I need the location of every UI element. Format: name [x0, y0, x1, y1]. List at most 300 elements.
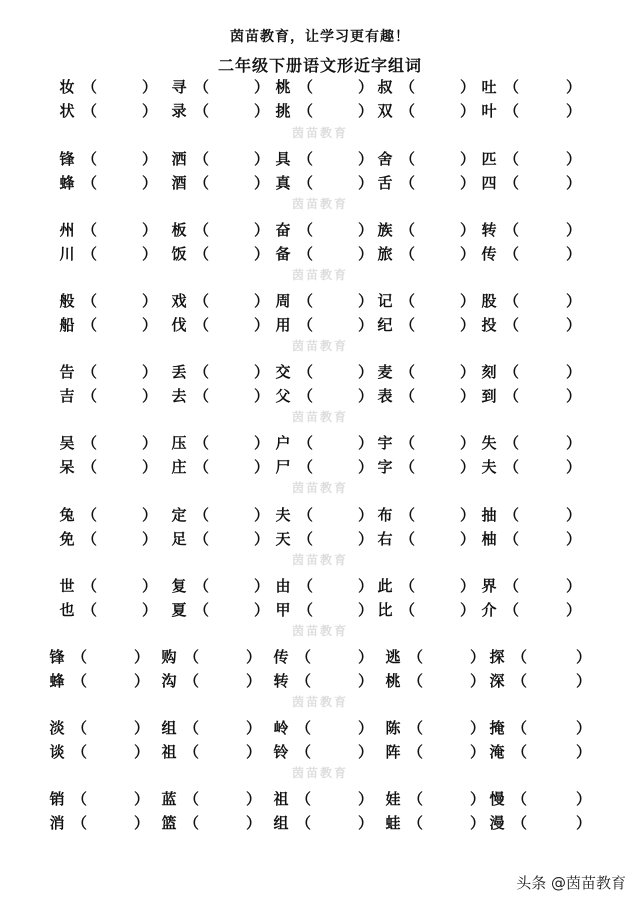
word-blank[interactable] [58, 455, 158, 479]
word-blank[interactable] [480, 147, 582, 171]
word-group [0, 289, 640, 337]
word-blank[interactable] [58, 598, 158, 622]
close-paren: ） [254, 506, 270, 524]
close-paren: ） [576, 790, 592, 808]
word-blank[interactable] [376, 431, 476, 455]
open-paren: （ [400, 577, 416, 595]
close-paren: ） [142, 150, 158, 168]
close-paren: ） [254, 530, 270, 548]
character: 桃 [275, 78, 291, 96]
character: 失 [481, 434, 497, 452]
word-blank[interactable] [272, 740, 374, 764]
word-blank[interactable] [58, 147, 158, 171]
open-paren: （ [184, 719, 200, 737]
character: 备 [275, 245, 291, 263]
word-blank[interactable] [376, 455, 476, 479]
word-blank[interactable] [376, 360, 476, 384]
word-blank[interactable] [488, 787, 592, 811]
watermark: 茵苗教育 [291, 197, 348, 211]
close-paren: ） [358, 434, 374, 452]
open-paren: （ [194, 78, 210, 96]
open-paren: （ [504, 245, 520, 263]
open-paren: （ [296, 672, 312, 690]
word-blank[interactable] [480, 171, 582, 195]
word-blank[interactable] [488, 740, 592, 764]
character: 具 [275, 150, 291, 168]
open-paren: （ [298, 458, 314, 476]
close-paren: ） [358, 814, 374, 832]
character: 父 [275, 387, 291, 405]
character: 介 [481, 601, 497, 619]
character: 逃 [385, 648, 401, 666]
word-blank[interactable] [170, 384, 270, 408]
open-paren: （ [184, 672, 200, 690]
close-paren: ） [142, 506, 158, 524]
word-row [0, 75, 640, 99]
character: 纪 [377, 316, 393, 334]
close-paren: ） [358, 150, 374, 168]
close-paren: ） [460, 530, 476, 548]
close-paren: ） [358, 719, 374, 737]
open-paren: （ [298, 363, 314, 381]
close-paren: ） [566, 292, 582, 310]
open-paren: （ [298, 577, 314, 595]
character: 祖 [273, 790, 289, 808]
word-blank[interactable] [274, 313, 374, 337]
word-blank[interactable] [58, 313, 158, 337]
word-row [0, 384, 640, 408]
word-blank[interactable] [376, 242, 476, 266]
open-paren: （ [504, 78, 520, 96]
character: 吴 [59, 434, 75, 452]
close-paren: ） [576, 672, 592, 690]
character: 兔 [59, 506, 75, 524]
open-paren: （ [296, 648, 312, 666]
word-blank[interactable] [170, 147, 270, 171]
word-blank[interactable] [274, 99, 374, 123]
word-blank[interactable] [480, 360, 582, 384]
word-blank[interactable] [480, 455, 582, 479]
character: 布 [377, 506, 393, 524]
word-blank[interactable] [480, 503, 582, 527]
close-paren: ） [566, 506, 582, 524]
open-paren: （ [82, 221, 98, 239]
character: 也 [59, 601, 75, 619]
open-paren: （ [400, 530, 416, 548]
open-paren: （ [82, 245, 98, 263]
character: 甲 [275, 601, 291, 619]
character: 去 [171, 387, 187, 405]
close-paren: ） [142, 530, 158, 548]
character: 交 [275, 363, 291, 381]
close-paren: ） [254, 458, 270, 476]
open-paren: （ [504, 363, 520, 381]
word-blank[interactable] [376, 503, 476, 527]
word-blank[interactable] [376, 99, 476, 123]
word-blank[interactable] [488, 669, 592, 693]
character: 组 [273, 814, 289, 832]
close-paren: ） [358, 387, 374, 405]
word-blank[interactable] [376, 147, 476, 171]
word-blank[interactable] [170, 99, 270, 123]
word-blank[interactable] [384, 811, 486, 835]
close-paren: ） [246, 743, 262, 761]
close-paren: ） [460, 221, 476, 239]
character: 足 [171, 530, 187, 548]
word-blank[interactable] [488, 811, 592, 835]
word-blank[interactable] [376, 384, 476, 408]
open-paren: （ [194, 316, 210, 334]
character: 桃 [385, 672, 401, 690]
word-blank[interactable] [376, 75, 476, 99]
word-blank[interactable] [480, 75, 582, 99]
character: 族 [377, 221, 393, 239]
word-blank[interactable] [58, 527, 158, 551]
word-group [0, 147, 640, 195]
character: 夫 [481, 458, 497, 476]
word-blank[interactable] [170, 289, 270, 313]
open-paren: （ [400, 434, 416, 452]
word-blank[interactable] [480, 598, 582, 622]
open-paren: （ [298, 78, 314, 96]
open-paren: （ [408, 814, 424, 832]
character: 舍 [377, 150, 393, 168]
open-paren: （ [504, 316, 520, 334]
word-blank[interactable] [170, 242, 270, 266]
open-paren: （ [298, 506, 314, 524]
word-row [0, 645, 640, 669]
word-blank[interactable] [48, 669, 150, 693]
open-paren: （ [400, 387, 416, 405]
character: 州 [59, 221, 75, 239]
open-paren: （ [298, 434, 314, 452]
close-paren: ） [142, 363, 158, 381]
word-blank[interactable] [384, 645, 486, 669]
word-blank[interactable] [480, 431, 582, 455]
open-paren: （ [298, 601, 314, 619]
open-paren: （ [504, 150, 520, 168]
open-paren: （ [512, 814, 528, 832]
close-paren: ） [470, 743, 486, 761]
word-blank[interactable] [274, 218, 374, 242]
close-paren: ） [254, 174, 270, 192]
open-paren: （ [184, 648, 200, 666]
word-blank[interactable] [160, 669, 262, 693]
character: 呆 [59, 458, 75, 476]
word-blank[interactable] [58, 503, 158, 527]
character: 复 [171, 577, 187, 595]
word-row [0, 669, 640, 693]
open-paren: （ [82, 150, 98, 168]
open-paren: （ [504, 577, 520, 595]
word-blank[interactable] [58, 218, 158, 242]
open-paren: （ [400, 245, 416, 263]
close-paren: ） [460, 458, 476, 476]
close-paren: ） [460, 292, 476, 310]
close-paren: ） [358, 221, 374, 239]
word-blank[interactable] [48, 716, 150, 740]
open-paren: （ [504, 458, 520, 476]
word-row [0, 455, 640, 479]
word-blank[interactable] [58, 360, 158, 384]
word-row [0, 787, 640, 811]
word-blank[interactable] [480, 99, 582, 123]
word-blank[interactable] [274, 503, 374, 527]
open-paren: （ [194, 506, 210, 524]
word-blank[interactable] [272, 716, 374, 740]
open-paren: （ [408, 648, 424, 666]
word-blank[interactable] [376, 218, 476, 242]
open-paren: （ [400, 506, 416, 524]
word-blank[interactable] [58, 99, 158, 123]
word-blank[interactable] [58, 171, 158, 195]
character: 铃 [273, 743, 289, 761]
close-paren: ） [566, 434, 582, 452]
word-blank[interactable] [480, 384, 582, 408]
open-paren: （ [298, 292, 314, 310]
word-blank[interactable] [274, 574, 374, 598]
word-blank[interactable] [170, 527, 270, 551]
word-blank[interactable] [274, 384, 374, 408]
word-blank[interactable] [272, 669, 374, 693]
character: 岭 [273, 719, 289, 737]
character: 锋 [59, 150, 75, 168]
close-paren: ） [566, 174, 582, 192]
close-paren: ） [470, 648, 486, 666]
open-paren: （ [400, 363, 416, 381]
word-blank[interactable] [170, 75, 270, 99]
word-blank[interactable] [58, 75, 158, 99]
word-blank[interactable] [160, 811, 262, 835]
open-paren: （ [82, 292, 98, 310]
open-paren: （ [512, 790, 528, 808]
word-group [0, 431, 640, 479]
character: 淡 [49, 719, 65, 737]
character: 陈 [385, 719, 401, 737]
word-blank[interactable] [376, 171, 476, 195]
word-blank[interactable] [170, 360, 270, 384]
close-paren: ） [576, 743, 592, 761]
character: 股 [481, 292, 497, 310]
close-paren: ） [358, 174, 374, 192]
character: 传 [481, 245, 497, 263]
character: 真 [275, 174, 291, 192]
word-blank[interactable] [480, 218, 582, 242]
open-paren: （ [82, 387, 98, 405]
open-paren: （ [82, 434, 98, 452]
word-blank[interactable] [480, 574, 582, 598]
close-paren: ） [142, 601, 158, 619]
word-blank[interactable] [170, 431, 270, 455]
close-paren: ） [254, 316, 270, 334]
open-paren: （ [400, 221, 416, 239]
open-paren: （ [298, 174, 314, 192]
word-blank[interactable] [376, 289, 476, 313]
open-paren: （ [408, 719, 424, 737]
open-paren: （ [298, 530, 314, 548]
word-blank[interactable] [376, 574, 476, 598]
word-blank[interactable] [58, 242, 158, 266]
word-blank[interactable] [376, 598, 476, 622]
open-paren: （ [194, 221, 210, 239]
word-row [0, 503, 640, 527]
close-paren: ） [254, 78, 270, 96]
word-blank[interactable] [384, 669, 486, 693]
character: 篮 [161, 814, 177, 832]
open-paren: （ [408, 672, 424, 690]
close-paren: ） [254, 245, 270, 263]
open-paren: （ [298, 102, 314, 120]
close-paren: ） [566, 78, 582, 96]
open-paren: （ [194, 530, 210, 548]
character: 尸 [275, 458, 291, 476]
watermark: 茵苗教育 [291, 268, 348, 282]
open-paren: （ [504, 292, 520, 310]
word-blank[interactable] [272, 787, 374, 811]
close-paren: ） [358, 245, 374, 263]
word-blank[interactable] [48, 740, 150, 764]
open-paren: （ [400, 316, 416, 334]
word-blank[interactable] [274, 289, 374, 313]
word-blank[interactable] [274, 360, 374, 384]
close-paren: ） [142, 174, 158, 192]
word-blank[interactable] [274, 598, 374, 622]
word-blank[interactable] [274, 171, 374, 195]
open-paren: （ [82, 530, 98, 548]
word-blank[interactable] [274, 527, 374, 551]
word-blank[interactable] [58, 431, 158, 455]
word-blank[interactable] [274, 75, 374, 99]
open-paren: （ [298, 150, 314, 168]
word-blank[interactable] [58, 384, 158, 408]
open-paren: （ [194, 102, 210, 120]
open-paren: （ [512, 672, 528, 690]
word-row [0, 740, 640, 764]
close-paren: ） [566, 102, 582, 120]
character: 川 [59, 245, 75, 263]
word-blank[interactable] [274, 431, 374, 455]
word-blank[interactable] [170, 218, 270, 242]
open-paren: （ [400, 102, 416, 120]
word-blank[interactable] [274, 242, 374, 266]
word-blank[interactable] [376, 527, 476, 551]
open-paren: （ [298, 245, 314, 263]
close-paren: ） [254, 434, 270, 452]
word-blank[interactable] [480, 242, 582, 266]
open-paren: （ [82, 174, 98, 192]
close-paren: ） [142, 577, 158, 595]
close-paren: ） [460, 506, 476, 524]
word-blank[interactable] [384, 740, 486, 764]
open-paren: （ [512, 719, 528, 737]
word-blank[interactable] [160, 716, 262, 740]
character: 夫 [275, 506, 291, 524]
word-blank[interactable] [160, 645, 262, 669]
close-paren: ） [460, 150, 476, 168]
close-paren: ） [566, 316, 582, 334]
word-blank[interactable] [48, 811, 150, 835]
word-blank[interactable] [480, 313, 582, 337]
word-blank[interactable] [274, 455, 374, 479]
header-slogan: 茵苗教育，让学习更有趣！ [230, 29, 410, 45]
footer-credit: 头条 @茵苗教育 [516, 874, 626, 892]
close-paren: ） [566, 221, 582, 239]
word-group [0, 787, 640, 835]
word-blank[interactable] [58, 289, 158, 313]
open-paren: （ [82, 316, 98, 334]
open-paren: （ [72, 648, 88, 666]
close-paren: ） [470, 790, 486, 808]
open-paren: （ [400, 458, 416, 476]
close-paren: ） [566, 387, 582, 405]
close-paren: ） [254, 150, 270, 168]
word-row [0, 574, 640, 598]
character: 四 [481, 174, 497, 192]
open-paren: （ [184, 743, 200, 761]
word-blank[interactable] [376, 313, 476, 337]
word-row [0, 242, 640, 266]
close-paren: ） [566, 245, 582, 263]
character: 柚 [481, 530, 497, 548]
word-blank[interactable] [170, 503, 270, 527]
character: 祖 [161, 743, 177, 761]
word-blank[interactable] [48, 645, 150, 669]
word-blank[interactable] [170, 313, 270, 337]
word-row [0, 598, 640, 622]
word-blank[interactable] [488, 716, 592, 740]
character: 麦 [377, 363, 393, 381]
close-paren: ） [460, 316, 476, 334]
word-blank[interactable] [272, 811, 374, 835]
word-blank[interactable] [480, 527, 582, 551]
open-paren: （ [408, 790, 424, 808]
word-blank[interactable] [48, 787, 150, 811]
word-blank[interactable] [384, 787, 486, 811]
word-blank[interactable] [160, 787, 262, 811]
character: 锋 [49, 648, 65, 666]
word-blank[interactable] [170, 598, 270, 622]
word-blank[interactable] [160, 740, 262, 764]
close-paren: ） [460, 601, 476, 619]
open-paren: （ [400, 601, 416, 619]
word-group [0, 75, 640, 123]
close-paren: ） [358, 743, 374, 761]
word-blank[interactable] [480, 289, 582, 313]
character: 双 [377, 102, 393, 120]
word-blank[interactable] [58, 574, 158, 598]
close-paren: ） [358, 78, 374, 96]
word-blank[interactable] [274, 147, 374, 171]
close-paren: ） [358, 672, 374, 690]
word-blank[interactable] [170, 574, 270, 598]
close-paren: ） [246, 790, 262, 808]
close-paren: ） [576, 648, 592, 666]
character: 抽 [481, 506, 497, 524]
word-blank[interactable] [384, 716, 486, 740]
word-blank[interactable] [488, 645, 592, 669]
close-paren: ） [134, 790, 150, 808]
open-paren: （ [298, 221, 314, 239]
word-blank[interactable] [272, 645, 374, 669]
word-blank[interactable] [170, 455, 270, 479]
open-paren: （ [512, 743, 528, 761]
character: 吐 [481, 78, 497, 96]
word-blank[interactable] [170, 171, 270, 195]
word-group [0, 716, 640, 764]
close-paren: ） [460, 577, 476, 595]
close-paren: ） [460, 174, 476, 192]
character: 掩 [489, 719, 505, 737]
